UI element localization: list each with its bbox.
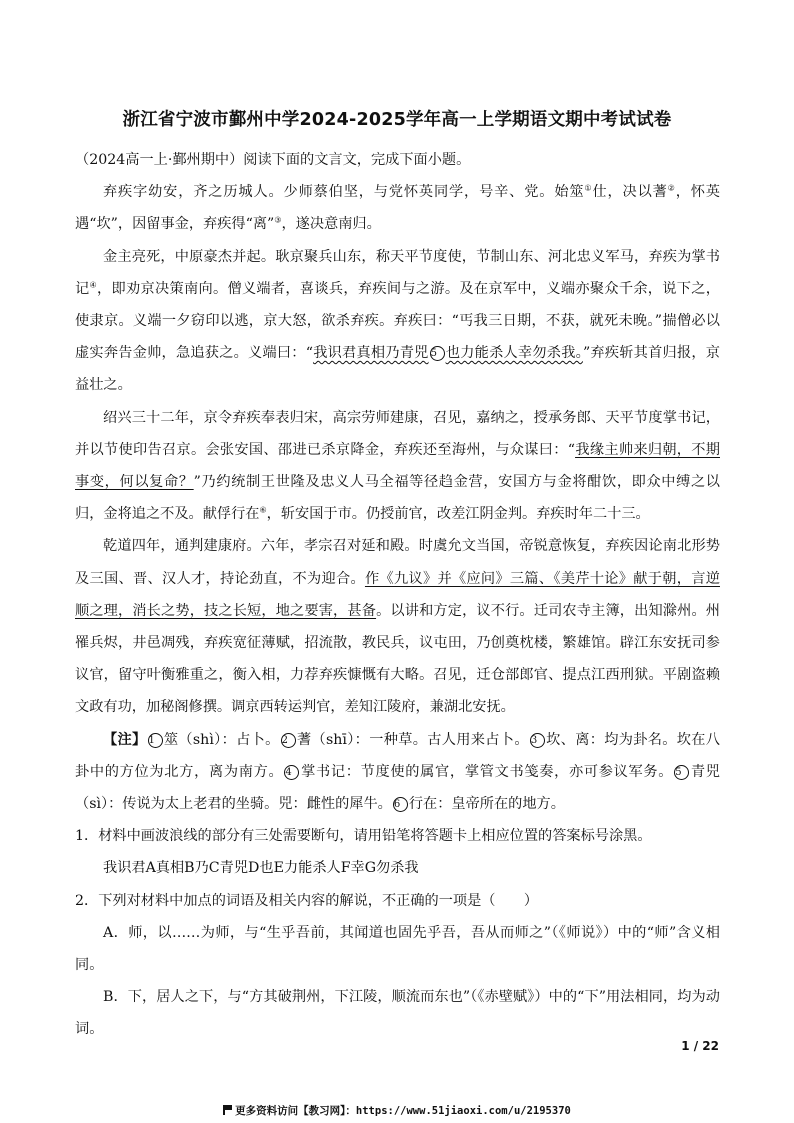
footnote-ref-6: ⑥ xyxy=(259,505,267,515)
circled-number: 1 xyxy=(148,733,163,748)
note-tag: 【注】 xyxy=(103,731,147,748)
page-title: 浙江省宁波市鄞州中学2024-2025学年高一上学期语文期中考试试卷 xyxy=(122,110,672,130)
paragraph-1: 弃疾字幼安，齐之历城人。少师蔡伯坚，与党怀英同学，号辛、党。始筮①仕，决以蓍②，怀英遇“坎”，因留事金，弃疾得“离”③，遂决意南归。 xyxy=(75,183,720,233)
question-2-stem: 2．下列对材料中加点的词语及相关内容的解说，不正确的一项是（ ） xyxy=(75,892,539,909)
question-1-line: 我识君A真相B乃C青兕D也E力能杀人F幸G勿杀我 xyxy=(103,860,419,877)
footnote-ref-1: ① xyxy=(584,183,593,193)
question-2-option-a: A．师，以……为师，与“生乎吾前，其闻道也固先乎吾，吾从而师之”（《师说》）中的“师”含义相同。 xyxy=(75,924,720,974)
circled-number-5: 5 xyxy=(430,346,445,361)
passage-block xyxy=(75,144,720,1046)
underlined-sentence-1: 我缘主帅来归朝，不期事变，何以复命？ xyxy=(75,441,720,491)
paragraph-3: 绍兴三十二年，京令弃疾奉表归宋，高宗劳师建康，召见，嘉纳之，授承务郎、天平节度掌书记，并以节使印告召京。会张安国、邵进已杀京降金，弃疾还至海州，与众谋曰：“我缘主帅来归朝，不期事变，何以复命？”乃约统制王世隆及忠义人马全福等径趋金营，安国方与金将酣饮，即众中缚之以归，金将追之不及。献俘行在⑥，斩安国于市。仍授前官，改差江阴金判。弃疾时年二十三。 xyxy=(75,409,720,523)
footnote-ref-4: ④ xyxy=(89,280,97,290)
circled-number: 5 xyxy=(674,765,689,780)
paragraph-4: 乾道四年，通判建康府。六年，孝宗召对延和殿。时虞允文当国，帝锐意恢复，弃疾因论南北形势及三国、晋、汉人才，持论劲直，不为迎合。作《九议》并《应问》三篇、《美芹十论》献于朝，言逆顺之理，消长之势，技之长短，地之要害，甚备。以讲和方定，议不行。迁司农寺主簿，出知滁州。州罹兵烬，井邑凋残，弃疾宽征薄赋，招流散，教民兵，议屯田，乃创奠枕楼，繁雄馆。辟江东安抚司参议官，留守叶衡雅重之，衡入相，力荐弃疾慷慨有大略。召见，迁仓部郎官、提点江西刑狱。平剧盗赖文政有功，加秘阁修撰。调京西转运判官，差知江陵府，兼湖北安抚。 xyxy=(75,538,720,716)
circled-number: 4 xyxy=(284,765,299,780)
flag-icon xyxy=(223,1105,232,1114)
question-2-option-b: B．下，居人之下，与“方其破荆州，下江陵，顺流而东也”（《赤壁赋》）中的“下”用法相同，均为动词。 xyxy=(75,989,720,1038)
circled-number: 6 xyxy=(393,797,408,812)
question-1-stem: 1．材料中画波浪线的部分有三处需要断句，请用铅笔将答题卡上相应位置的答案标号涂黑。 xyxy=(75,828,652,845)
wavy-underline-passage: 我识君真相乃青兕 5 也力能杀人幸勿杀我。 xyxy=(312,345,583,362)
footnote-ref-2: ② xyxy=(667,183,676,193)
paragraph-2: 金主亮死，中原豪杰并起。耿京聚兵山东，称天平节度使，节制山东、河北忠义军马，弃疾为掌书记④，即劝京决策南向。僧义端者，喜谈兵，弃疾间与之游。及在京军中，义端亦聚众千余，说下之，使隶京。义端一夕窃印以逃，京大怒，欲杀弃疾。弃疾曰：“丐我三日期，不获，就死未晚。”揣僧必以虚实奔告金帅，急追获之。义端曰：“我识君真相乃青兕 5 也力能杀人幸勿杀我。”弃疾斩其首归报，京益壮之。 xyxy=(75,248,720,394)
notes-paragraph: 【注】 1 筮（shì）：占卜。 2 蓍（shī）：一种草。古人用来占卜。 3 坎、离：均为卦名。坎在八卦中的方位为北方，离为南方。 4 掌书记：节度使的属官，掌管文书笺奏，亦可参议军务。 5 青兕（sì）：传说为太上老君的坐骑。兕：雌性的犀牛。 6 行在：皇帝所在的地方。 xyxy=(75,731,720,813)
footer-text[interactable]: 更多资料访问【教习网】：https://www.51jiaoxi.com/u/2195370 xyxy=(235,1105,571,1117)
page-number: 1 / 22 xyxy=(681,1039,719,1053)
footer-link[interactable] xyxy=(0,1103,794,1118)
circled-number: 2 xyxy=(281,733,296,748)
underlined-sentence-2: 作《九议》并《应问》三篇、《美芹十论》献于朝，言逆顺之理，消长之势，技之长短，地之要害，甚备 xyxy=(75,570,720,619)
footnote-ref-3: ③ xyxy=(274,215,282,225)
intro-line: （2024高一上·鄞州期中）阅读下面的文言文，完成下面小题。 xyxy=(75,152,471,168)
circled-number: 3 xyxy=(530,733,545,748)
